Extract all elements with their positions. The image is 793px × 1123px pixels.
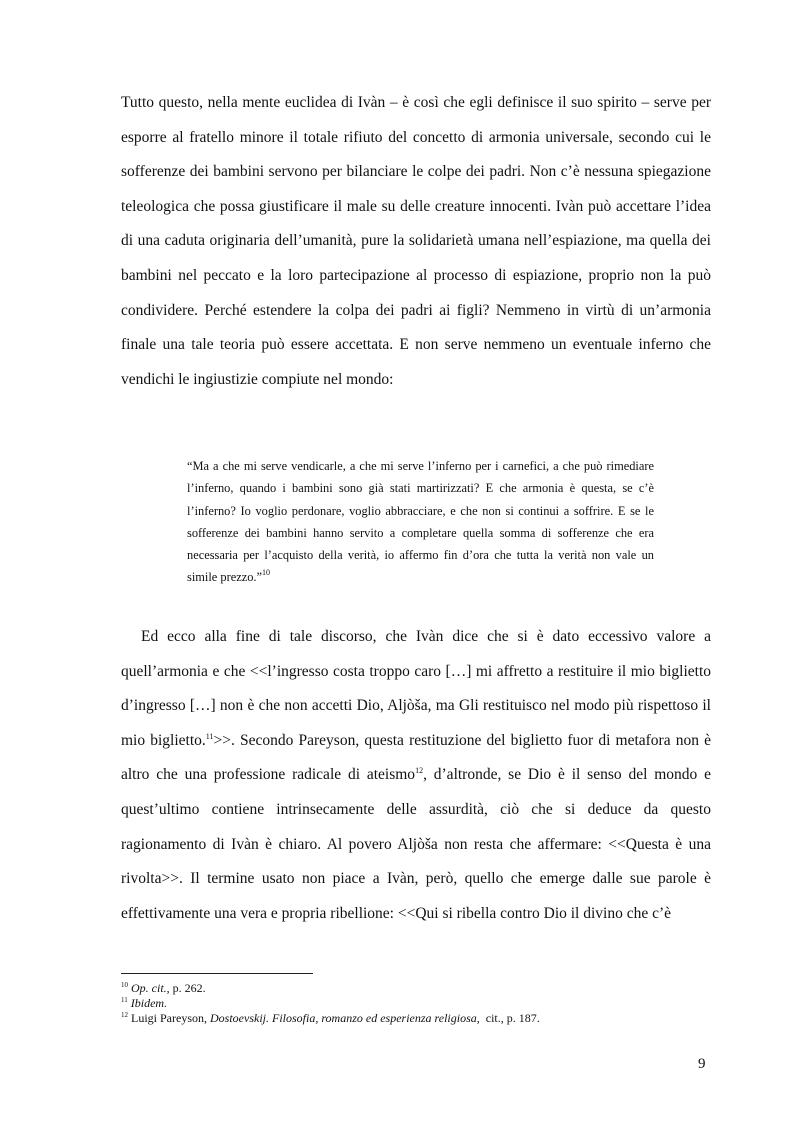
footnote-ref[interactable]: 12	[415, 766, 424, 776]
paragraph-text: Ed ecco alla fine di tale discorso, che Ivàn dice che si è dato eccessivo valore a quell’armonia e che <<l’ingresso costa troppo caro […] mi affretto a restituire il mio biglietto d’ingresso […] non è che non accetti Dio, Aljòša, ma Gli restituisco nel modo più rispettoso il mio biglietto.	[121, 628, 711, 749]
footnote-separator	[121, 973, 313, 974]
footnote-text: , p. 262.	[166, 981, 206, 995]
footnote-ref[interactable]: 11	[205, 731, 214, 741]
footnote-number: 10	[121, 981, 128, 989]
page-number: 9	[698, 1056, 706, 1072]
footnote-title: Op. cit.	[131, 981, 167, 995]
footnote	[121, 996, 711, 1011]
footnote-title: Dostoevskij. Filosofia, romanzo ed esperienza religiosa,	[210, 1011, 480, 1025]
paragraph-text: , d’altronde, se Dio è il senso del mondo e quest’ultimo contiene intrinsecamente delle assurdità, ciò che si deduce da questo ragionamento di Ivàn è chiaro. Al povero Aljòša non resta che affermare: <<Questa è una rivolta>>. Il termine usato non piace a Ivàn, però, quello che emerge dalle sue parole è effettivamente una vera e propria ribellione: <<Qui si ribella contro Dio il divino che c’è	[121, 766, 711, 922]
footnote-title: Ibidem.	[130, 996, 168, 1010]
footnotes	[121, 981, 711, 1026]
footnote-author: Luigi Pareyson,	[131, 1011, 210, 1025]
footnote-number: 11	[121, 996, 128, 1004]
footnote-ref[interactable]: 10	[262, 568, 270, 578]
footnote-text: cit., p. 187.	[479, 1011, 540, 1025]
body-paragraph	[121, 620, 711, 931]
quote-text: “Ma a che mi serve vendicarle, a che mi serve l’inferno per i carnefici, a che può rimediare l’inferno, quando i bambini sono già stati martirizzati? E che armonia è questa, se c’è l’inferno? Io voglio perdonare, voglio abbracciare, e che non si continui a soffrire. E se le sofferenze dei bambini hanno servito a completare quella somma di sofferenze che era necessaria per l’acquisto della verità, io affermo fin d’ora che tutta la verità non vale un simile prezzo.”	[187, 459, 654, 585]
block-quote	[187, 455, 654, 589]
footnote-number: 12	[121, 1011, 128, 1019]
paragraph-text: >>. Secondo Pareyson, questa restituzione del biglietto fuor di metafora non è altro che una professione radicale di ateismo	[121, 731, 711, 784]
footnote	[121, 981, 711, 996]
footnote	[121, 1011, 711, 1026]
body-paragraph: Tutto questo, nella mente euclidea di Ivàn – è così che egli definisce il suo spirito – serve per esporre al fratello minore il totale rifiuto del concetto di armonia universale, secondo cui le sofferenze dei bambini servono per bilanciare le colpe dei padri. Non c’è nessuna spiegazione teleologica che possa giustificare il male su delle creature innocenti. Ivàn può accettare l’idea di una caduta originaria dell’umanità, pure la solidarietà umana nell’espiazione, ma quella dei bambini nel peccato e la loro partecipazione al processo di espiazione, proprio non la può condividere. Perché estendere la colpa dei padri ai figli? Nemmeno in virtù di un’armonia finale una tale teoria può essere accettata. E non serve nemmeno un eventuale inferno che vendichi le ingiustizie compiute nel mondo:	[121, 94, 711, 388]
